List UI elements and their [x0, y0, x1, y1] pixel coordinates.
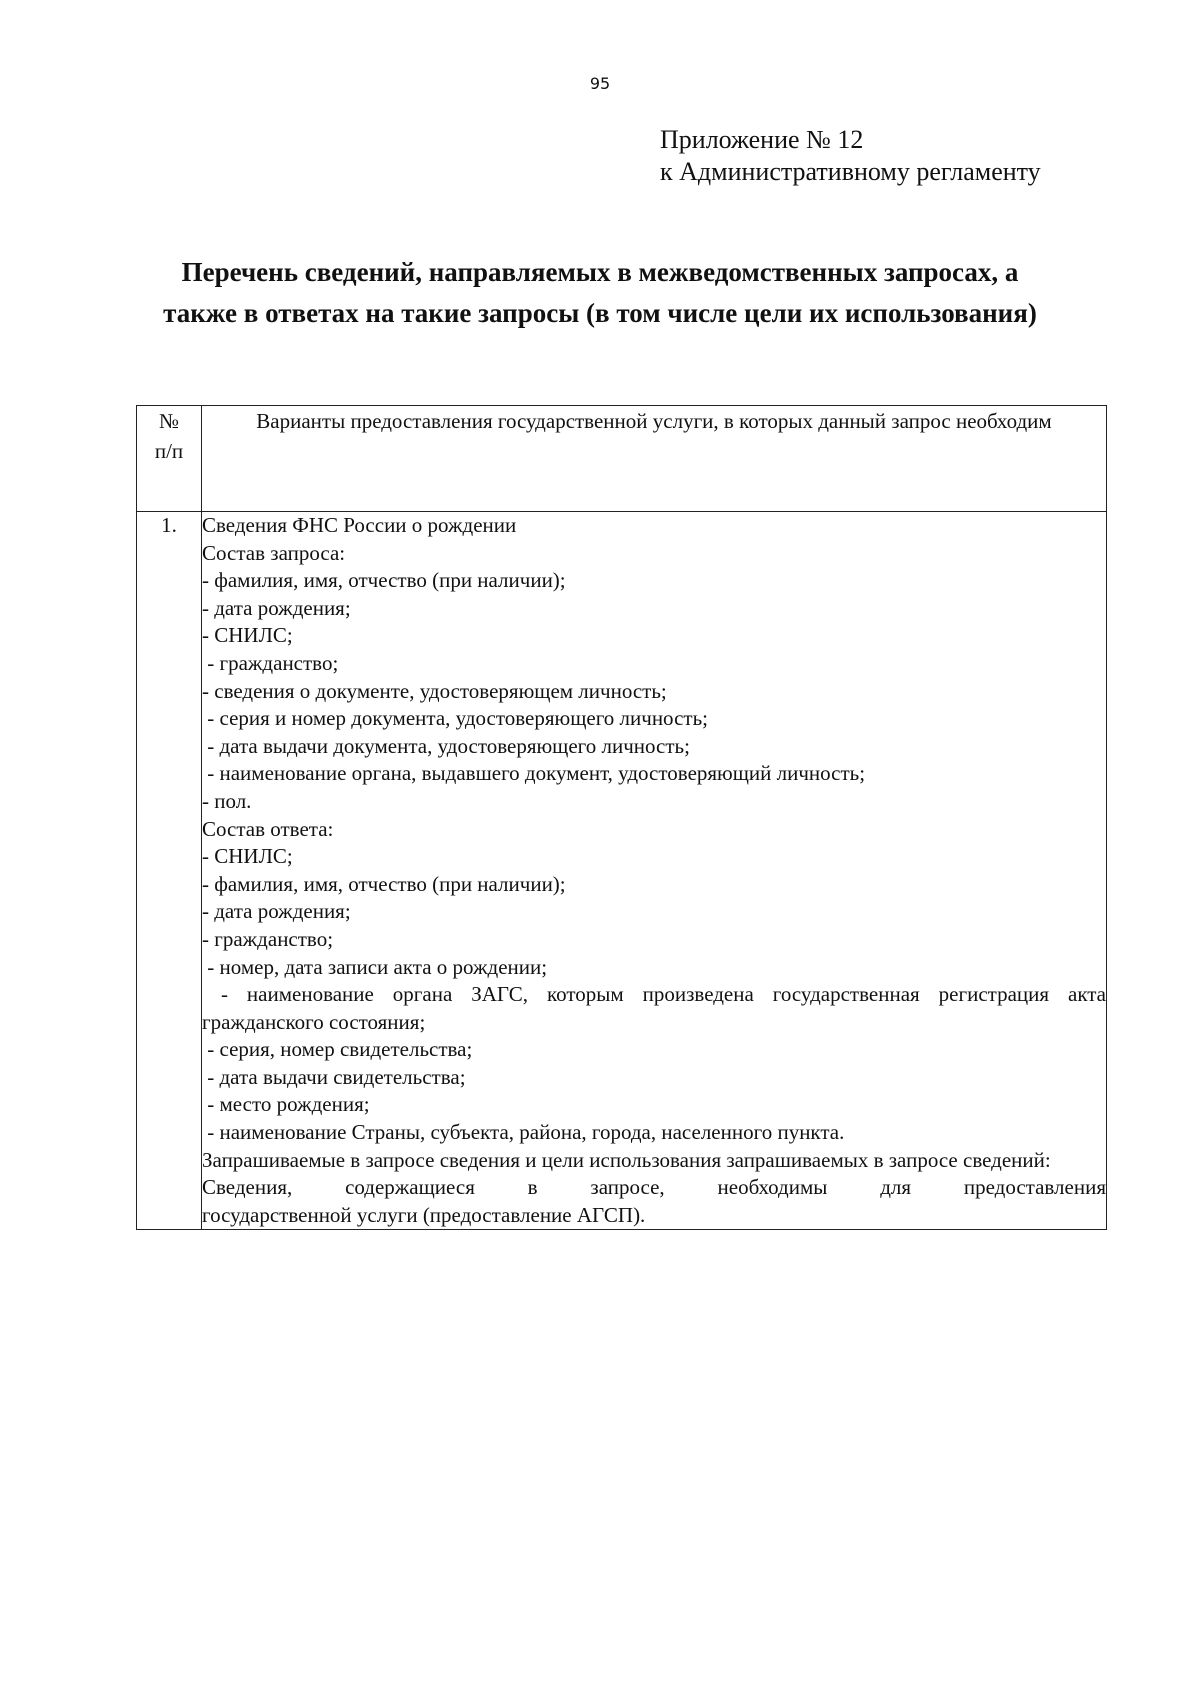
- document-title-line-2: также в ответах на такие запросы (в том числе цели их использования): [163, 298, 1037, 328]
- list-item: - сведения о документе, удостоверяющем личность;: [202, 678, 667, 703]
- table-header-row: [137, 406, 1107, 512]
- list-item: - дата рождения;: [202, 595, 351, 620]
- list-item: - пол.: [202, 788, 252, 813]
- list-item: - дата рождения;: [202, 899, 351, 924]
- zags-paragraph: - наименование органа ЗАГС, которым произведена государственная регистрация акта гражданского состояния;: [202, 982, 1112, 1034]
- document-title-line-1: Перечень сведений, направляемых в межведомственных запросах, а: [181, 257, 1019, 287]
- header-number-cell: [137, 406, 202, 512]
- row-content: [202, 512, 1112, 1230]
- header-number-sign: №: [158, 409, 180, 433]
- list-item: - гражданство;: [202, 926, 334, 951]
- page-number: 95: [589, 74, 611, 93]
- document-title: [100, 252, 1100, 334]
- list-item: - серия, номер свидетельства;: [202, 1037, 473, 1062]
- purpose-paragraph: Запрашиваемые в запросе сведения и цели использования запрашиваемых в запросе сведений:: [202, 1147, 1051, 1172]
- list-item: - номер, дата записи акта о рождении;: [202, 954, 548, 979]
- conclusion-line-2: государственной услуги (предоставление АГСП).: [202, 1202, 646, 1227]
- table-row: [137, 512, 1107, 1230]
- header-variants-cell: Варианты предоставления государственной услуги, в которых данный запрос необходим: [202, 406, 1107, 512]
- list-item: - место рождения;: [202, 1092, 370, 1117]
- row-number: 1.: [137, 512, 202, 1230]
- list-item: - СНИЛС;: [202, 623, 293, 648]
- list-item: - серия и номер документа, удостоверяющего личность;: [202, 706, 708, 731]
- list-item: Состав запроса:: [202, 540, 346, 565]
- list-item: - СНИЛС;: [202, 844, 293, 869]
- list-item: - фамилия, имя, отчество (при наличии);: [202, 871, 566, 896]
- list-item: Состав ответа:: [202, 816, 334, 841]
- appendix-reference: [660, 124, 1041, 188]
- appendix-regulation: к Административному регламенту: [660, 157, 1041, 186]
- list-item: - гражданство;: [202, 650, 339, 675]
- list-item: Сведения ФНС России о рождении: [202, 513, 517, 537]
- requests-table: [136, 405, 1112, 1230]
- conclusion-line-1: Сведения, содержащиеся в запросе, необходимы для предоставления: [202, 1175, 1106, 1200]
- list-item: - наименование Страны, субъекта, района, города, населенного пункта.: [202, 1120, 845, 1145]
- list-item: - дата выдачи свидетельства;: [202, 1064, 466, 1089]
- list-item: - наименование органа, выдавшего документ, удостоверяющий личность;: [202, 761, 866, 786]
- list-item: - фамилия, имя, отчество (при наличии);: [202, 568, 566, 593]
- list-item: - дата выдачи документа, удостоверяющего личность;: [202, 733, 690, 758]
- appendix-number: Приложение № 12: [660, 125, 864, 154]
- header-number-abbr: п/п: [154, 439, 184, 463]
